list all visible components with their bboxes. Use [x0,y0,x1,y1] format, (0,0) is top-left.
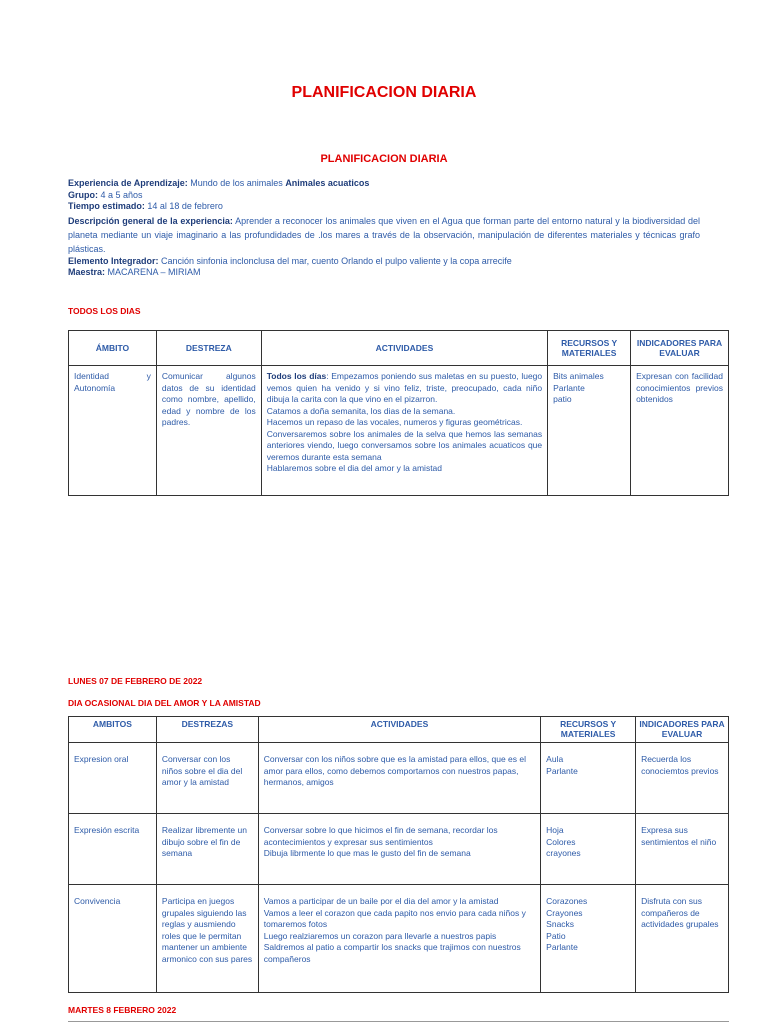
time-label: Tiempo estimado: [68,201,145,211]
info-description [68,214,700,256]
experience-value: Mundo de los animales [190,178,283,188]
activity-line: Conversar sobre lo que hicimos el fin de semana, recordar los acontecimientos y expresar sus sentimientos [263,825,498,847]
group-value: 4 a 5 años [100,189,143,200]
resource-item: Hoja [546,825,564,835]
teacher-value: MACARENA – MIRIAM [107,267,201,277]
row-actividades [262,366,547,480]
row-ambito: Expresion oral [74,754,129,764]
row-ambito: Identidad y Autonomía [74,371,151,393]
resource-item: crayones [546,848,581,858]
header-destrezas: DESTREZAS [156,717,258,743]
section-label-occasion: DIA OCASIONAL DIA DEL AMOR Y LA AMISTAD [68,698,261,708]
row-actividades [259,814,540,865]
next-table-edge [68,1021,729,1025]
table-row [69,743,729,814]
resource-item: Aula [546,754,564,764]
activity-line: Conversar con los niños sobre que es la amistad para ellos, que es el amor para ellos, como debemos comportarnos con nuestros papas, hermanos, amigos [263,754,526,787]
activity-line: Saldremos al patio a compartir los snacks que trajimos con nuestros compañeros [263,942,521,964]
resource-item: Colores [546,836,576,847]
element-value: Canción sinfonia inclonclusa del mar, cuento Orlando el pulpo valiente y la copa arrecife [161,255,512,266]
resource-item: Parlante [546,765,578,776]
header-indicadores: INDICADORES PARA EVALUAR [636,717,729,743]
header-actividades: ACTIVIDADES [258,717,540,743]
resource-item: Snacks [546,919,575,929]
header-ambito: ÁMBITO [69,331,157,366]
daily-table [68,330,729,496]
header-recursos: RECURSOS Y MATERIALES [541,717,636,743]
element-label: Elemento Integrador: [68,255,159,266]
activity-bold: Todos los días [266,371,327,381]
info-experience [68,178,700,190]
row-indicadores: Expresan con facilidad conocimientos previos obtenidos [636,371,723,404]
activity-line: Vamos a leer el corazon que cada papito nos envio para cada niños y tomaremos fotos [263,907,526,929]
info-element [68,256,700,268]
description-label: Descripción general de la experiencia: [68,215,233,226]
page-subtitle: PLANIFICACION DIARIA [320,153,448,165]
resource-item: Patio [546,930,566,941]
experience-info [68,178,700,279]
row-destreza: Comunicar algunos datos de su identidad como nombre, apellido, edad y nombre de los padres. [161,371,256,427]
description-value: Aprender a reconocer los animales que viven en el Agua que forman parte del entorno natural y la biodiversidad del planeta mediante un viaje imaginario a las profundidades de .los mares a través de la observación, manipulación de diferentes materiales y técnicas grafo plásticas. [68,215,700,254]
row-ambito: Convivencia [74,896,121,906]
activity-p1: : Empezamos poniendo sus maletas en su puesto, luego vemos quien ha venido y si vino feliz, triste, preocupado, cada niño dibuja la carita con la que vino en el pizarron. [266,371,543,404]
table-row [69,885,729,993]
row-ambito: Expresión escrita [74,825,140,835]
header-indicadores: INDICADORES PARA EVALUAR [631,331,729,366]
row-actividades [259,885,540,970]
resource-item: Parlante [553,382,585,393]
activity-line: Luego realziaremos un corazon para llevarle a nuestros papis [263,930,497,941]
table-header-row [69,331,729,366]
group-label: Grupo: [68,189,98,200]
experience-bold: Animales acuaticos [285,178,370,188]
activity-line: Vamos a participar de un baile por el dia del amor y la amistad [263,896,499,906]
row-indicadores: Disfruta con sus compañeros de actividades grupales [641,896,719,929]
row-destreza: Conversar con los niños sobre el dia del amor y la amistad [161,754,243,787]
row-recursos [548,366,630,411]
page-title: PLANIFICACION DIARIA [291,84,477,101]
section-label-daily: TODOS LOS DIAS [68,306,141,316]
row-actividades [259,743,540,794]
activity-p2: Catamos a doña semanita, los dias de la semana. [266,405,456,416]
resource-item: patio [553,394,572,404]
info-teacher [68,267,700,279]
activity-p5: Hablaremos sobre el dia del amor y la amistad [266,463,443,473]
resource-item: Corazones [546,896,588,906]
resource-item: Bits animales [553,371,604,381]
row-recursos [541,885,635,959]
monday-table [68,716,729,993]
row-destreza: Participa en juegos grupales siguiendo las reglas y ausmiendo roles que le permitan mantener un ambiente armonico con sus pares [161,896,253,964]
info-group [68,190,700,202]
row-recursos [541,743,635,782]
row-destreza: Realizar libremente un dibujo sobre el fin de semana [161,825,247,858]
info-time [68,201,700,213]
header-recursos: RECURSOS Y MATERIALES [548,331,631,366]
header-actividades: ACTIVIDADES [261,331,547,366]
row-recursos [541,814,635,865]
header-destreza: DESTREZA [156,331,261,366]
activity-p3: Hacemos un repaso de las vocales, numeros y figuras geométricas. [266,417,523,427]
table-row [69,366,729,496]
activity-line: Dibuja librmente lo que mas le gusto del fin de semana [263,848,471,858]
table-row [69,814,729,885]
teacher-label: Maestra: [68,267,106,277]
table-header-row [69,717,729,743]
row-indicadores: Expresa sus sentimientos el niño [641,825,717,847]
activity-p4: Conversaremos sobre los animales de la selva que hemos las semanas anteriores viendo, luego conversamos sobre los animales acuaticos que veremos durante esta semana [266,428,543,462]
row-indicadores: Recuerda los conociemtos previos [641,754,719,776]
header-ambitos: AMBITOS [69,717,157,743]
resource-item: Parlante [546,942,578,952]
experience-label: Experiencia de Aprendizaje: [68,178,188,188]
section-label-tuesday: MARTES 8 FEBRERO 2022 [68,1005,177,1015]
time-value: 14 al 18 de febrero [147,201,223,211]
section-label-monday: LUNES 07 DE FEBRERO DE 2022 [68,676,203,686]
resource-item: Crayones [546,907,583,918]
